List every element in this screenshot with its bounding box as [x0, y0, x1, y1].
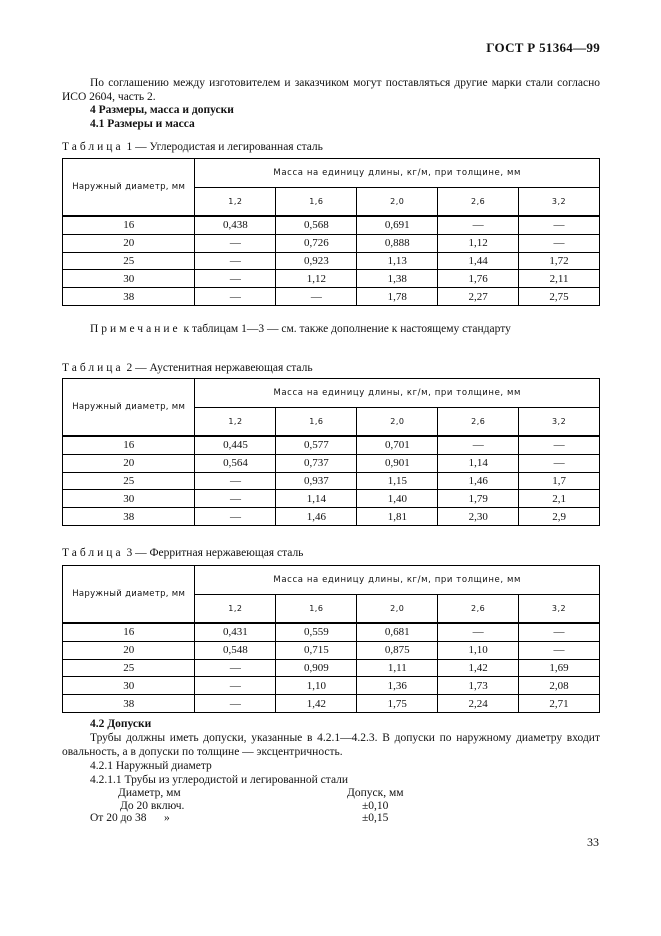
table-row: [63, 508, 600, 526]
table-cell: 0,564: [195, 454, 276, 472]
table-cell: 1,76: [438, 270, 519, 288]
table-row: [63, 252, 600, 270]
table-cell: 30: [63, 490, 195, 508]
table-row: [63, 641, 600, 659]
table-cell: 0,715: [276, 641, 357, 659]
tables-note: [90, 323, 511, 335]
table-cell: 1,46: [276, 508, 357, 526]
table-cell: 1,78: [357, 288, 438, 306]
page-number: 33: [587, 835, 599, 849]
table-row: [63, 472, 600, 490]
thickness-header: 1,6: [276, 408, 357, 437]
diameter-column-header: Диаметр, мм: [118, 787, 181, 799]
table-cell: 20: [63, 234, 195, 252]
table-cell: —: [438, 623, 519, 641]
table-cell: 1,38: [357, 270, 438, 288]
thickness-header: 2,6: [438, 595, 519, 624]
table-cell: 0,909: [276, 659, 357, 677]
thickness-header: 3,2: [519, 188, 600, 217]
note-label: Примечание: [90, 323, 181, 335]
table-cell: 2,08: [519, 677, 600, 695]
table-cell: 2,11: [519, 270, 600, 288]
table-cell: —: [195, 695, 276, 713]
table-cell: —: [519, 234, 600, 252]
table-cell: 1,42: [438, 659, 519, 677]
table-cell: 2,1: [519, 490, 600, 508]
table-cell: 1,13: [357, 252, 438, 270]
table-cell: —: [438, 436, 519, 454]
table-cell: —: [195, 490, 276, 508]
thickness-header: 1,6: [276, 188, 357, 217]
mass-header: Масса на единицу длины, кг/м, при толщине, мм: [195, 159, 600, 188]
table-cell: 20: [63, 641, 195, 659]
table-row: [63, 436, 600, 454]
table-cell: 0,431: [195, 623, 276, 641]
table-cell: 38: [63, 288, 195, 306]
table-3: [62, 565, 600, 713]
thickness-header: 1,2: [195, 188, 276, 217]
table-1-caption: [62, 141, 323, 153]
table-cell: —: [438, 216, 519, 234]
table-cell: 0,888: [357, 234, 438, 252]
table-row: [63, 216, 600, 234]
table-cell: 1,36: [357, 677, 438, 695]
table-cell: 1,11: [357, 659, 438, 677]
thickness-header: 1,2: [195, 408, 276, 437]
table-cell: 2,71: [519, 695, 600, 713]
table-cell: —: [519, 623, 600, 641]
table-cell: 1,14: [276, 490, 357, 508]
table-cell: 1,14: [438, 454, 519, 472]
section-4-1-heading: 4.1 Размеры и масса: [90, 118, 195, 130]
table-cell: 2,9: [519, 508, 600, 526]
table-cell: 0,438: [195, 216, 276, 234]
tolerance-column-header: Допуск, мм: [347, 787, 404, 799]
tolerance-row-diameter: От 20 до 38: [90, 812, 147, 824]
table-cell: 1,81: [357, 508, 438, 526]
table-cell: 0,737: [276, 454, 357, 472]
table-row: [63, 490, 600, 508]
tolerances-paragraph: Трубы должны иметь допуски, указанные в 4.2.1—4.2.3. В допуски по наружному диаметру входит овальность, а в допуски по толщине — эксцентричность.: [62, 732, 600, 758]
table-cell: —: [195, 252, 276, 270]
table-1-caption-text: 1 — Углеродистая и легированная сталь: [126, 141, 323, 153]
table-cell: —: [195, 288, 276, 306]
table-cell: 20: [63, 454, 195, 472]
table-row: [63, 695, 600, 713]
table-cell: 1,69: [519, 659, 600, 677]
table-cell: 0,548: [195, 641, 276, 659]
table-cell: 1,10: [276, 677, 357, 695]
table-cell: —: [195, 508, 276, 526]
section-4-heading: 4 Размеры, масса и допуски: [90, 104, 234, 116]
table-2-caption: [62, 362, 313, 374]
table-cell: 16: [63, 216, 195, 234]
table-cell: 1,73: [438, 677, 519, 695]
table-cell: 16: [63, 623, 195, 641]
table-cell: 1,79: [438, 490, 519, 508]
table-3-caption: [62, 547, 303, 559]
table-cell: 1,42: [276, 695, 357, 713]
item-4-2-1: 4.2.1 Наружный диаметр: [90, 760, 212, 772]
diameter-header: Наружный диаметр, мм: [63, 566, 195, 624]
table-cell: 0,559: [276, 623, 357, 641]
thickness-header: 2,0: [357, 408, 438, 437]
tolerance-row-value: ±0,10: [362, 800, 389, 812]
table-cell: 0,691: [357, 216, 438, 234]
ditto-mark: »: [164, 812, 170, 824]
item-4-2-1-1: 4.2.1.1 Трубы из углеродистой и легированной стали: [90, 774, 349, 786]
tolerance-row-diameter: До 20 включ.: [120, 800, 185, 812]
thickness-header: 3,2: [519, 595, 600, 624]
table-cell: 2,75: [519, 288, 600, 306]
table-row: [63, 234, 600, 252]
table-cell: 0,568: [276, 216, 357, 234]
table-cell: 0,701: [357, 436, 438, 454]
table-cell: 30: [63, 677, 195, 695]
table-cell: 1,15: [357, 472, 438, 490]
table-cell: —: [519, 436, 600, 454]
table-cell: 0,726: [276, 234, 357, 252]
table-cell: 38: [63, 508, 195, 526]
table-cell: 1,44: [438, 252, 519, 270]
table-cell: 1,12: [276, 270, 357, 288]
table-cell: 0,445: [195, 436, 276, 454]
table-1-caption-word: Таблица: [62, 141, 124, 153]
table-row: [63, 270, 600, 288]
table-cell: —: [276, 288, 357, 306]
thickness-header: 2,6: [438, 188, 519, 217]
table-cell: 0,901: [357, 454, 438, 472]
tolerance-row-value: ±0,15: [362, 812, 389, 824]
standard-header: ГОСТ Р 51364—99: [486, 40, 600, 55]
table-1: [62, 158, 600, 306]
thickness-header: 2,0: [357, 595, 438, 624]
table-2-caption-word: Таблица: [62, 362, 124, 374]
table-cell: 2,30: [438, 508, 519, 526]
thickness-header: 1,6: [276, 595, 357, 624]
table-2: [62, 378, 600, 526]
table-cell: 25: [63, 472, 195, 490]
table-row: [63, 677, 600, 695]
thickness-header: 2,0: [357, 188, 438, 217]
table-cell: —: [195, 234, 276, 252]
table-row: [63, 659, 600, 677]
table-cell: —: [195, 472, 276, 490]
table-row: [63, 454, 600, 472]
table-cell: 38: [63, 695, 195, 713]
table-2-caption-text: 2 — Аустенитная нержавеющая сталь: [126, 362, 313, 374]
mass-header: Масса на единицу длины, кг/м, при толщине, мм: [195, 379, 600, 408]
table-cell: 25: [63, 659, 195, 677]
table-cell: 25: [63, 252, 195, 270]
thickness-header: 2,6: [438, 408, 519, 437]
thickness-header: 3,2: [519, 408, 600, 437]
section-4-2-heading: 4.2 Допуски: [90, 718, 152, 730]
table-cell: 0,681: [357, 623, 438, 641]
table-cell: 0,937: [276, 472, 357, 490]
table-cell: 16: [63, 436, 195, 454]
thickness-header: 1,2: [195, 595, 276, 624]
table-cell: 1,10: [438, 641, 519, 659]
table-cell: 1,7: [519, 472, 600, 490]
table-row: [63, 623, 600, 641]
table-3-caption-text: 3 — Ферритная нержавеющая сталь: [126, 547, 304, 559]
table-cell: —: [195, 659, 276, 677]
note-text: к таблицам 1—3 — см. также дополнение к настоящему стандарту: [183, 323, 511, 335]
table-cell: 2,24: [438, 695, 519, 713]
table-cell: 30: [63, 270, 195, 288]
diameter-header: Наружный диаметр, мм: [63, 159, 195, 217]
table-row: [63, 288, 600, 306]
table-cell: —: [195, 677, 276, 695]
mass-header: Масса на единицу длины, кг/м, при толщине, мм: [195, 566, 600, 595]
table-cell: 1,40: [357, 490, 438, 508]
table-3-caption-word: Таблица: [62, 547, 124, 559]
table-cell: 1,72: [519, 252, 600, 270]
table-cell: 0,577: [276, 436, 357, 454]
table-cell: —: [519, 454, 600, 472]
table-cell: 1,46: [438, 472, 519, 490]
table-cell: 1,75: [357, 695, 438, 713]
table-cell: —: [519, 641, 600, 659]
table-cell: 1,12: [438, 234, 519, 252]
table-cell: —: [195, 270, 276, 288]
intro-paragraph: По соглашению между изготовителем и заказчиком могут поставляться другие марки стали согласно ИСО 2604, часть 2.: [62, 77, 600, 103]
table-cell: 2,27: [438, 288, 519, 306]
table-cell: 0,923: [276, 252, 357, 270]
table-cell: —: [519, 216, 600, 234]
table-cell: 0,875: [357, 641, 438, 659]
diameter-header: Наружный диаметр, мм: [63, 379, 195, 437]
